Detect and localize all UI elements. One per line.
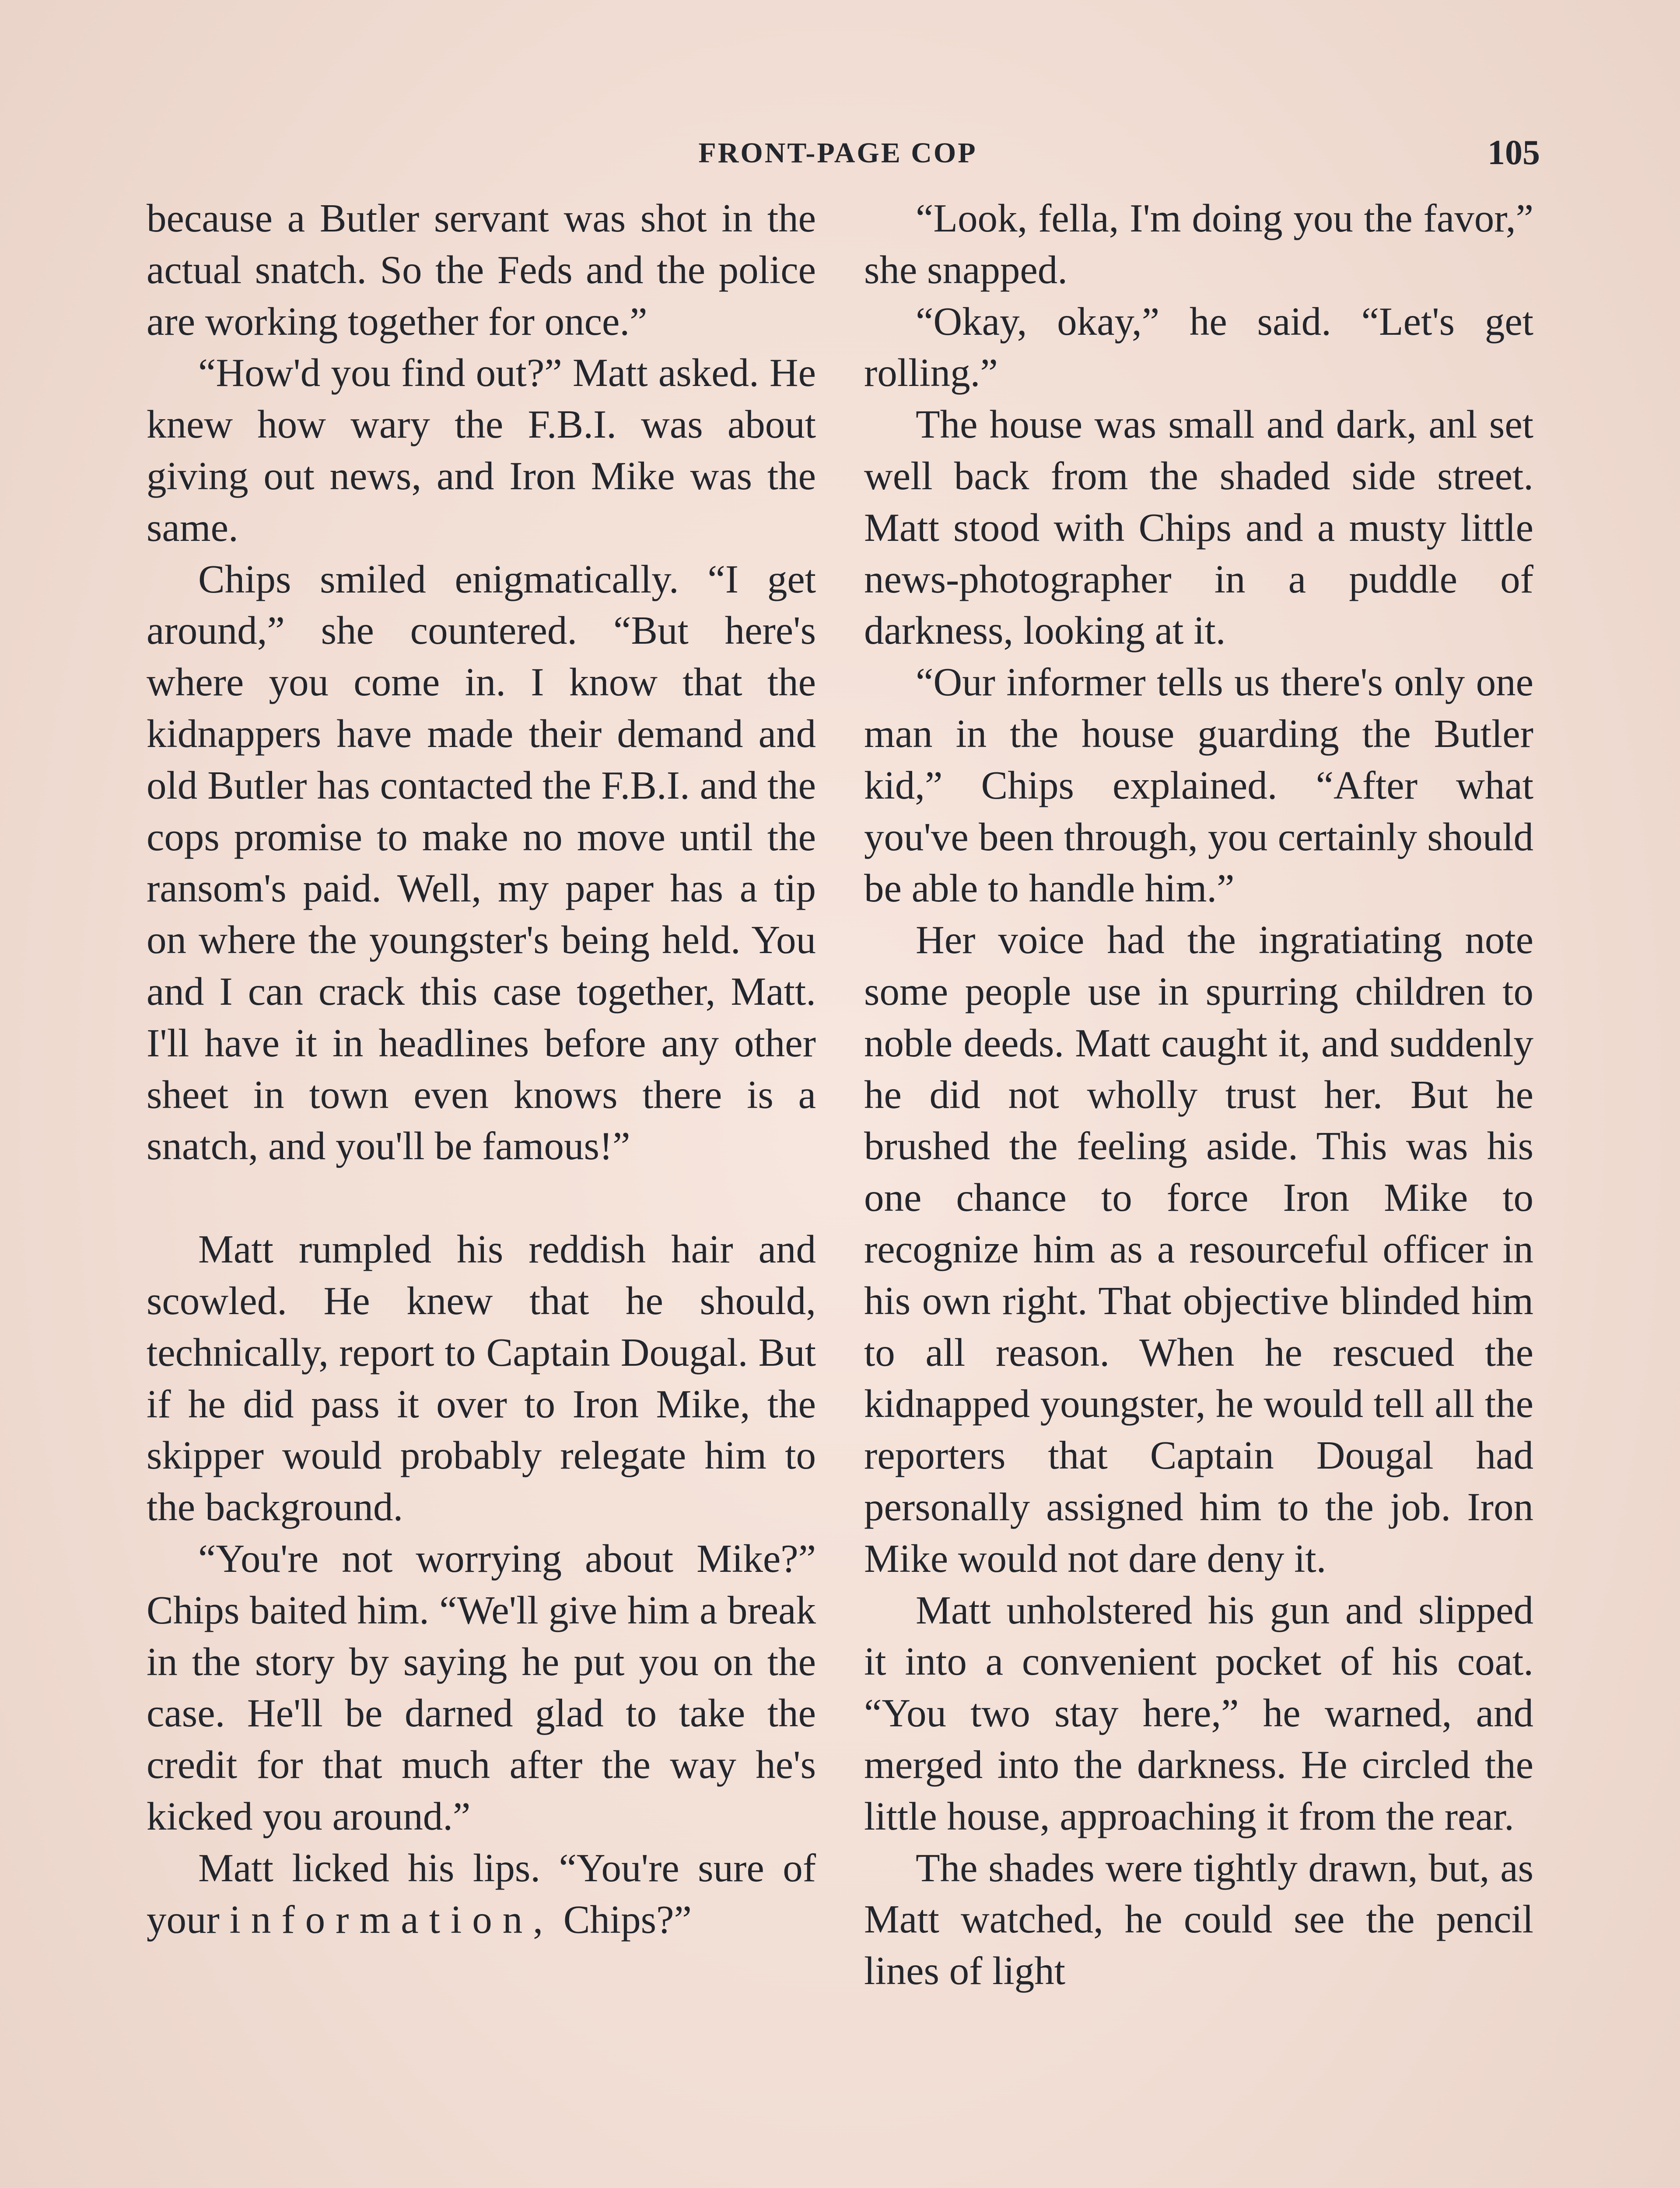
paragraph: The shades were tightly drawn, but, as Matt watched, he could see the pencil lines of light (864, 1845, 1533, 1993)
paragraph: because a Butler servant was shot in the actual snatch. So the Feds and the police are working together for once.” (147, 196, 816, 344)
running-head: FRONT-PAGE COP (698, 137, 977, 169)
paragraph: The house was small and dark, anl set well back from the shaded side street. Matt stood with Chips and a musty little news-photographer in a puddle of darkness, looking at it. (864, 402, 1533, 653)
letterspaced-word: information, (229, 1897, 553, 1942)
page-number: 105 (1488, 133, 1540, 172)
paragraph: Chips smiled enigmatically. “I get around,” she countered. “But here's where you come in. I know that the kidnappers have made their demand and old Butler has contacted the F.B.I. and the cops promise to make no move until the ransom's paid. Well, my paper has a tip on where the youngster's being held. You and I can crack this case together, Matt. I'll have it in headlines before any other sheet in town even knows there is a snatch, and you'll be famous!” (147, 557, 816, 1168)
paragraph: Matt unholstered his gun and slipped it into a convenient pocket of his coat. “You two stay here,” he warned, and merged into the darkness. He circled the little house, approaching it from the rear. (864, 1588, 1533, 1838)
paragraph: “How'd you find out?” Matt asked. He knew how wary the F.B.I. was about giving out news, and Iron Mike was the same. (147, 351, 816, 550)
paragraph-text: Chips?” (563, 1897, 692, 1942)
paragraph: “Our informer tells us there's only one man in the house guarding the Butler kid,” Chips explained. “After what you've been through, you certainly should be able to handle him.” (864, 660, 1533, 911)
paragraph: “You're not worrying about Mike?” Chips baited him. “We'll give him a break in the story by saying he put you on the case. He'll be darned glad to take the credit for that much after the way he's kicked you around.” (147, 1536, 816, 1838)
page-header (0, 131, 1680, 184)
paragraph: Her voice had the ingratiating note some people use in spurring children to noble deeds. Matt caught it, and suddenly he did not wholly trust her. But he brushed the feeling aside. This was his one chance to force Iron Mike to recognize him as a resourceful officer in his own right. That objective blinded him to all reason. When he rescued the kidnapped youngster, he would tell all the reporters that Captain Dougal had personally assigned him to the job. Iron Mike would not dare deny it. (864, 918, 1533, 1581)
paragraph-text: Matt licked his lips. “You're sure of your (147, 1845, 816, 1942)
paragraph: “Look, fella, I'm doing you the favor,” she snapped. (864, 196, 1533, 292)
right-column (864, 193, 1533, 1997)
paragraph: “Okay, okay,” he said. “Let's get rolling.” (864, 299, 1533, 395)
paragraph: Matt rumpled his reddish hair and scowled. He knew that he should, technically, report to Captain Dougal. But if he did pass it over to Iron Mike, the skipper would probably relegate him to the background. (147, 1227, 816, 1529)
left-column (147, 193, 816, 1945)
paragraph (147, 1842, 816, 1946)
